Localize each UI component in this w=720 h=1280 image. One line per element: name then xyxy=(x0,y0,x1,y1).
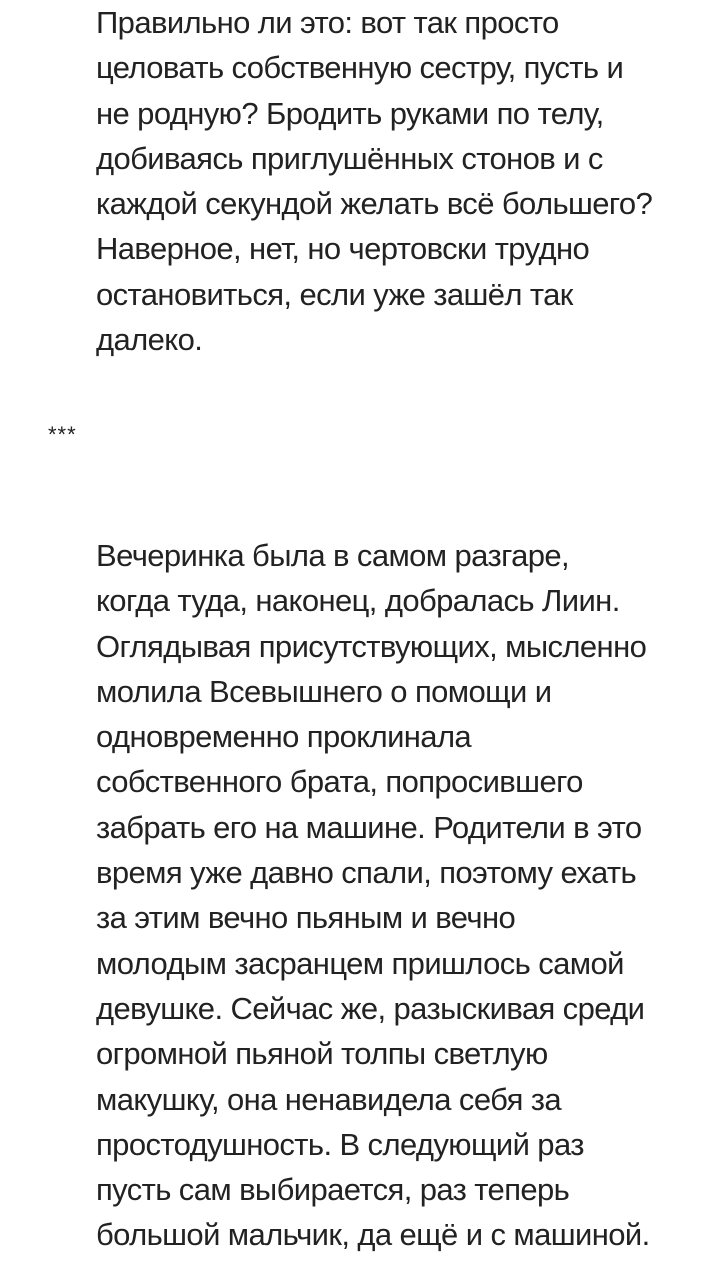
text-line: Наверное, нет, но чертовски трудно xyxy=(96,231,590,267)
scene-separator: *** xyxy=(48,422,77,447)
text-line: простодушность. В следующий раз xyxy=(96,1126,584,1162)
text-line: Оглядывая присутствующих, мысленно xyxy=(96,628,647,664)
text-line: девушке. Сейчас же, разыскивая среди xyxy=(96,990,645,1026)
paragraph-1 xyxy=(48,0,668,362)
text-line: забрать его на машине. Родители в это xyxy=(96,809,642,845)
text-line: каждой секундой желать всё большего? xyxy=(96,186,653,222)
text-line: когда туда, наконец, добралась Лиин. xyxy=(96,583,620,619)
text-line: время уже давно спали, поэтому ехать xyxy=(96,855,637,891)
text-line: Правильно ли это: вот так просто xyxy=(96,5,559,40)
text-line: не родную? Бродить руками по телу, xyxy=(96,95,604,131)
text-line: молодым засранцем пришлось самой xyxy=(96,945,624,981)
text-line: далеко. xyxy=(96,322,203,358)
text-line: за этим вечно пьяным и вечно xyxy=(96,900,516,936)
paragraph-2 xyxy=(48,533,668,1258)
text-line: макушку, она ненавидела себя за xyxy=(96,1081,562,1117)
text-line: пусть сам выбирается, раз теперь xyxy=(96,1172,570,1208)
text-line: целовать собственную сестру, пусть и xyxy=(96,50,624,86)
text-line: добиваясь приглушённых стонов и с xyxy=(96,140,603,176)
text-line: остановиться, если уже зашёл так xyxy=(96,276,573,312)
text-line: Вечеринка была в самом разгаре, xyxy=(96,538,570,573)
text-line: молила Всевышнего о помощи и xyxy=(96,673,552,709)
text-line: одновременно проклинала xyxy=(96,719,472,755)
text-line: собственного брата, попросившего xyxy=(96,764,583,800)
text-line: огромной пьяной толпы светлую xyxy=(96,1036,548,1072)
text-line: большой мальчик, да ещё и с машиной. xyxy=(96,1217,650,1253)
